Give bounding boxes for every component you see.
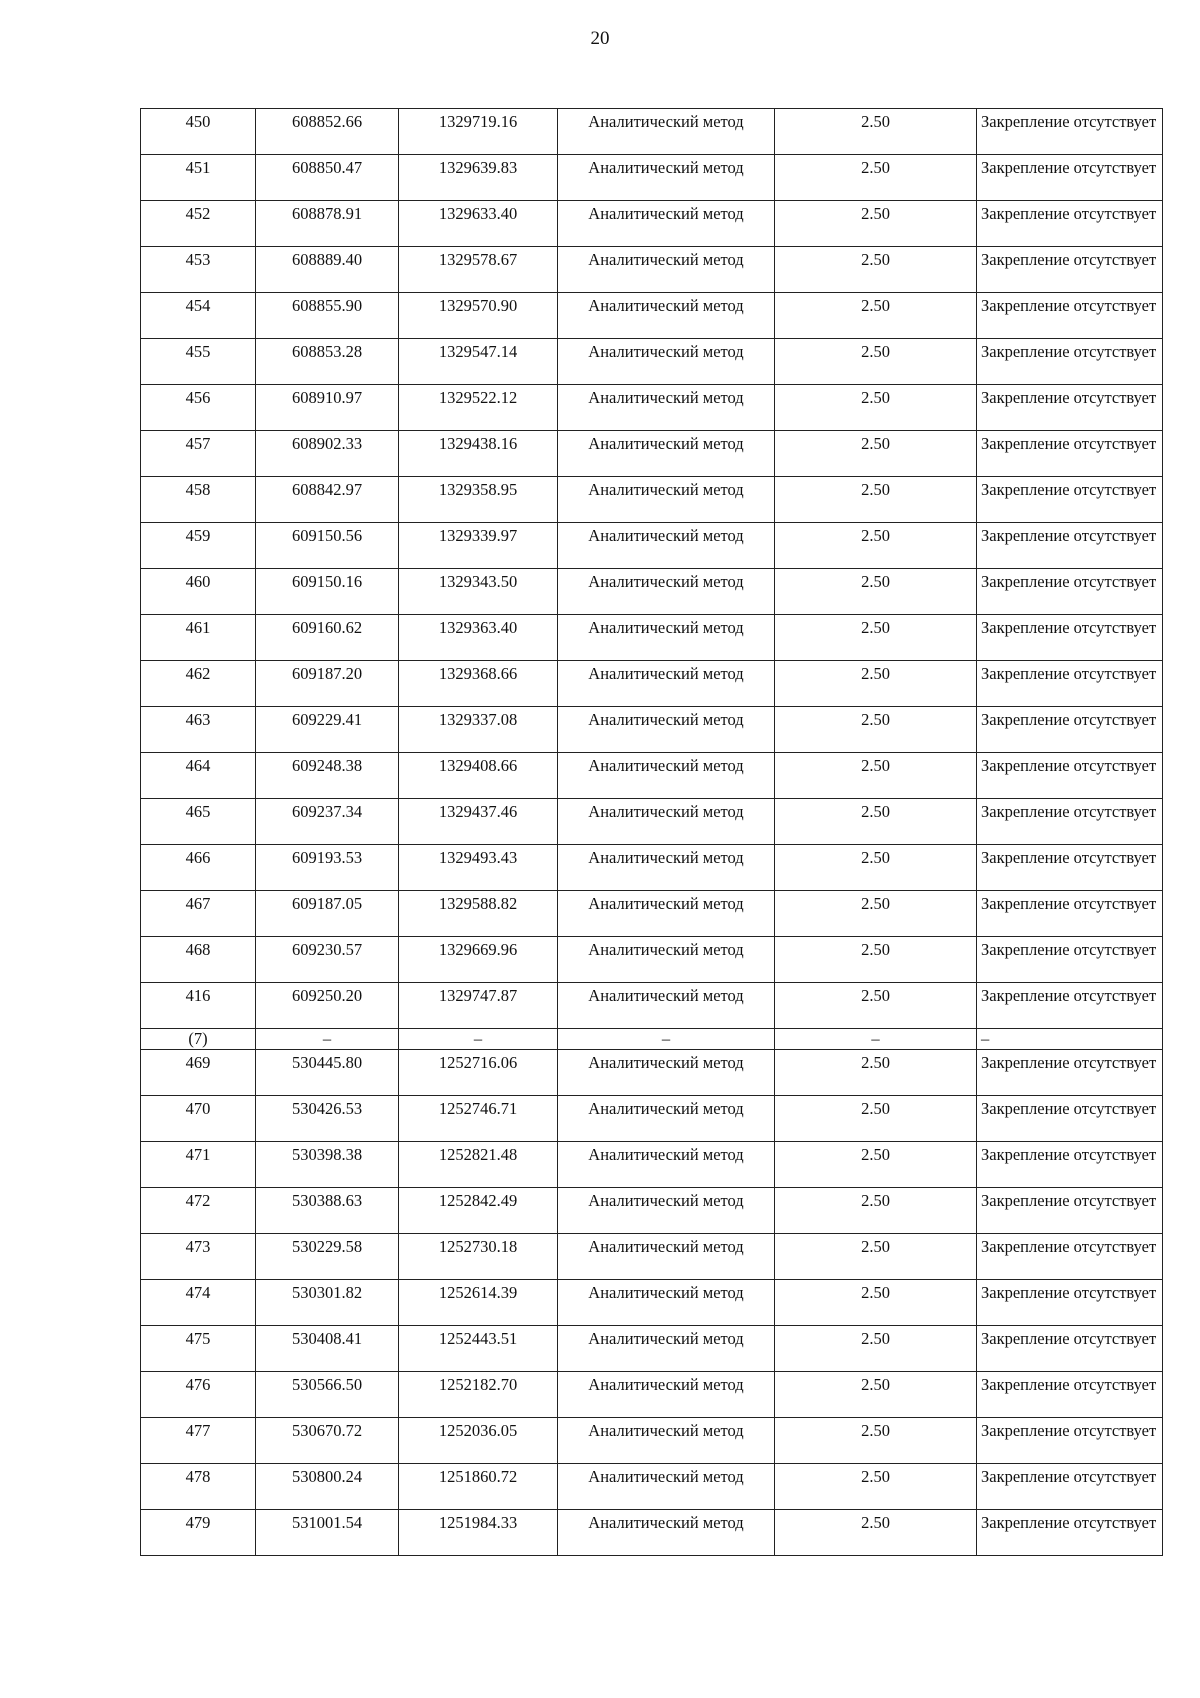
table-row [141, 569, 1163, 615]
point-number-cell: 450 [141, 109, 256, 155]
point-number-cell: 463 [141, 707, 256, 753]
accuracy-cell: 2.50 [775, 661, 977, 707]
table-row [141, 1418, 1163, 1464]
point-number-cell: 470 [141, 1096, 256, 1142]
method-cell: Аналитический метод [558, 431, 775, 477]
coord-x-cell: 530398.38 [256, 1142, 399, 1188]
accuracy-cell: 2.50 [775, 799, 977, 845]
coord-x-cell: 608842.97 [256, 477, 399, 523]
coord-y-cell: 1252614.39 [399, 1280, 558, 1326]
point-number-cell: (7) [141, 1029, 256, 1050]
method-cell: Аналитический метод [558, 1326, 775, 1372]
accuracy-cell: 2.50 [775, 615, 977, 661]
coord-x-cell: 530388.63 [256, 1188, 399, 1234]
coord-y-cell: 1329363.40 [399, 615, 558, 661]
coord-y-cell: 1329408.66 [399, 753, 558, 799]
fixing-cell: Закрепление отсутствует [977, 707, 1163, 753]
accuracy-cell: 2.50 [775, 293, 977, 339]
fixing-cell: Закрепление отсутствует [977, 753, 1163, 799]
method-cell: Аналитический метод [558, 523, 775, 569]
point-number-cell: 460 [141, 569, 256, 615]
coord-y-cell: 1252443.51 [399, 1326, 558, 1372]
method-cell: Аналитический метод [558, 385, 775, 431]
coord-x-cell: – [256, 1029, 399, 1050]
point-number-cell: 475 [141, 1326, 256, 1372]
method-cell: Аналитический метод [558, 1188, 775, 1234]
accuracy-cell: 2.50 [775, 431, 977, 477]
method-cell: Аналитический метод [558, 569, 775, 615]
coord-x-cell: 608902.33 [256, 431, 399, 477]
coord-y-cell: 1329547.14 [399, 339, 558, 385]
accuracy-cell: 2.50 [775, 753, 977, 799]
fixing-cell: Закрепление отсутствует [977, 569, 1163, 615]
fixing-cell: Закрепление отсутствует [977, 109, 1163, 155]
accuracy-cell: 2.50 [775, 1280, 977, 1326]
point-number-cell: 458 [141, 477, 256, 523]
table-row [141, 339, 1163, 385]
point-number-cell: 479 [141, 1510, 256, 1556]
accuracy-cell: – [775, 1029, 977, 1050]
method-cell: Аналитический метод [558, 615, 775, 661]
table-row [141, 1050, 1163, 1096]
coord-x-cell: 608855.90 [256, 293, 399, 339]
method-cell: Аналитический метод [558, 937, 775, 983]
table-row [141, 1372, 1163, 1418]
fixing-cell: Закрепление отсутствует [977, 1464, 1163, 1510]
fixing-cell: – [977, 1029, 1163, 1050]
accuracy-cell: 2.50 [775, 1464, 977, 1510]
coord-y-cell: 1329343.50 [399, 569, 558, 615]
table-row [141, 523, 1163, 569]
coord-y-cell: 1329358.95 [399, 477, 558, 523]
method-cell: Аналитический метод [558, 845, 775, 891]
coordinates-table [140, 108, 1163, 1556]
point-number-cell: 454 [141, 293, 256, 339]
coord-y-cell: 1252182.70 [399, 1372, 558, 1418]
fixing-cell: Закрепление отсутствует [977, 477, 1163, 523]
accuracy-cell: 2.50 [775, 1510, 977, 1556]
method-cell: Аналитический метод [558, 1050, 775, 1096]
accuracy-cell: 2.50 [775, 1418, 977, 1464]
coord-x-cell: 530301.82 [256, 1280, 399, 1326]
accuracy-cell: 2.50 [775, 247, 977, 293]
page-number: 20 [590, 28, 610, 49]
accuracy-cell: 2.50 [775, 937, 977, 983]
method-cell: Аналитический метод [558, 1234, 775, 1280]
coord-y-cell: 1329437.46 [399, 799, 558, 845]
coord-x-cell: 608853.28 [256, 339, 399, 385]
coord-x-cell: 609150.16 [256, 569, 399, 615]
point-number-cell: 452 [141, 201, 256, 247]
point-number-cell: 453 [141, 247, 256, 293]
accuracy-cell: 2.50 [775, 477, 977, 523]
table-row [141, 109, 1163, 155]
method-cell: Аналитический метод [558, 1280, 775, 1326]
coord-x-cell: 530426.53 [256, 1096, 399, 1142]
point-number-cell: 459 [141, 523, 256, 569]
fixing-cell: Закрепление отсутствует [977, 845, 1163, 891]
coord-y-cell: – [399, 1029, 558, 1050]
accuracy-cell: 2.50 [775, 1050, 977, 1096]
coord-x-cell: 609230.57 [256, 937, 399, 983]
point-number-cell: 471 [141, 1142, 256, 1188]
coord-x-cell: 609160.62 [256, 615, 399, 661]
table-row [141, 1280, 1163, 1326]
fixing-cell: Закрепление отсутствует [977, 799, 1163, 845]
coord-x-cell: 608910.97 [256, 385, 399, 431]
method-cell: Аналитический метод [558, 1372, 775, 1418]
point-number-cell: 478 [141, 1464, 256, 1510]
fixing-cell: Закрепление отсутствует [977, 1280, 1163, 1326]
coord-x-cell: 609248.38 [256, 753, 399, 799]
fixing-cell: Закрепление отсутствует [977, 1510, 1163, 1556]
method-cell: Аналитический метод [558, 477, 775, 523]
fixing-cell: Закрепление отсутствует [977, 523, 1163, 569]
table-row [141, 1142, 1163, 1188]
coord-y-cell: 1329438.16 [399, 431, 558, 477]
table-row [141, 1464, 1163, 1510]
coord-y-cell: 1329669.96 [399, 937, 558, 983]
coord-y-cell: 1329578.67 [399, 247, 558, 293]
coord-y-cell: 1329493.43 [399, 845, 558, 891]
table-row [141, 891, 1163, 937]
coord-x-cell: 530408.41 [256, 1326, 399, 1372]
coord-y-cell: 1329522.12 [399, 385, 558, 431]
table-row [141, 1510, 1163, 1556]
accuracy-cell: 2.50 [775, 1326, 977, 1372]
table-row [141, 1234, 1163, 1280]
method-cell: Аналитический метод [558, 1142, 775, 1188]
coord-x-cell: 609229.41 [256, 707, 399, 753]
coord-y-cell: 1252716.06 [399, 1050, 558, 1096]
accuracy-cell: 2.50 [775, 523, 977, 569]
fixing-cell: Закрепление отсутствует [977, 1234, 1163, 1280]
point-number-cell: 476 [141, 1372, 256, 1418]
point-number-cell: 461 [141, 615, 256, 661]
method-cell: Аналитический метод [558, 983, 775, 1029]
point-number-cell: 451 [141, 155, 256, 201]
table-row [141, 845, 1163, 891]
method-cell: Аналитический метод [558, 707, 775, 753]
table-row [141, 477, 1163, 523]
coord-y-cell: 1329368.66 [399, 661, 558, 707]
accuracy-cell: 2.50 [775, 569, 977, 615]
coord-y-cell: 1252842.49 [399, 1188, 558, 1234]
coord-x-cell: 609150.56 [256, 523, 399, 569]
accuracy-cell: 2.50 [775, 1188, 977, 1234]
table-row [141, 155, 1163, 201]
fixing-cell: Закрепление отсутствует [977, 1188, 1163, 1234]
method-cell: Аналитический метод [558, 109, 775, 155]
point-number-cell: 455 [141, 339, 256, 385]
fixing-cell: Закрепление отсутствует [977, 293, 1163, 339]
coord-y-cell: 1329337.08 [399, 707, 558, 753]
accuracy-cell: 2.50 [775, 1372, 977, 1418]
method-cell: Аналитический метод [558, 1464, 775, 1510]
accuracy-cell: 2.50 [775, 707, 977, 753]
coord-x-cell: 530229.58 [256, 1234, 399, 1280]
table-row [141, 799, 1163, 845]
point-number-cell: 457 [141, 431, 256, 477]
coord-y-cell: 1329339.97 [399, 523, 558, 569]
fixing-cell: Закрепление отсутствует [977, 983, 1163, 1029]
table-row [141, 707, 1163, 753]
coord-y-cell: 1252036.05 [399, 1418, 558, 1464]
fixing-cell: Закрепление отсутствует [977, 1050, 1163, 1096]
point-number-cell: 468 [141, 937, 256, 983]
accuracy-cell: 2.50 [775, 339, 977, 385]
accuracy-cell: 2.50 [775, 109, 977, 155]
table-row [141, 293, 1163, 339]
table-row [141, 201, 1163, 247]
method-cell: Аналитический метод [558, 1510, 775, 1556]
accuracy-cell: 2.50 [775, 155, 977, 201]
fixing-cell: Закрепление отсутствует [977, 247, 1163, 293]
table-row [141, 615, 1163, 661]
fixing-cell: Закрепление отсутствует [977, 937, 1163, 983]
coord-x-cell: 531001.54 [256, 1510, 399, 1556]
point-number-cell: 472 [141, 1188, 256, 1234]
coord-x-cell: 530566.50 [256, 1372, 399, 1418]
fixing-cell: Закрепление отсутствует [977, 1326, 1163, 1372]
accuracy-cell: 2.50 [775, 201, 977, 247]
fixing-cell: Закрепление отсутствует [977, 1372, 1163, 1418]
point-number-cell: 467 [141, 891, 256, 937]
coord-x-cell: 608878.91 [256, 201, 399, 247]
coord-y-cell: 1329747.87 [399, 983, 558, 1029]
point-number-cell: 466 [141, 845, 256, 891]
table-row [141, 431, 1163, 477]
coord-x-cell: 608889.40 [256, 247, 399, 293]
fixing-cell: Закрепление отсутствует [977, 385, 1163, 431]
fixing-cell: Закрепление отсутствует [977, 615, 1163, 661]
method-cell: Аналитический метод [558, 661, 775, 707]
fixing-cell: Закрепление отсутствует [977, 339, 1163, 385]
fixing-cell: Закрепление отсутствует [977, 155, 1163, 201]
coord-y-cell: 1252746.71 [399, 1096, 558, 1142]
fixing-cell: Закрепление отсутствует [977, 1418, 1163, 1464]
table-row [141, 1326, 1163, 1372]
method-cell: Аналитический метод [558, 155, 775, 201]
coord-y-cell: 1329570.90 [399, 293, 558, 339]
accuracy-cell: 2.50 [775, 1234, 977, 1280]
method-cell: Аналитический метод [558, 293, 775, 339]
coord-x-cell: 609193.53 [256, 845, 399, 891]
coord-x-cell: 609250.20 [256, 983, 399, 1029]
method-cell: Аналитический метод [558, 1418, 775, 1464]
coord-x-cell: 609237.34 [256, 799, 399, 845]
contour-separator-row [141, 1029, 1163, 1050]
method-cell: – [558, 1029, 775, 1050]
coord-x-cell: 608850.47 [256, 155, 399, 201]
fixing-cell: Закрепление отсутствует [977, 1096, 1163, 1142]
table-row [141, 937, 1163, 983]
table-row [141, 385, 1163, 431]
accuracy-cell: 2.50 [775, 1096, 977, 1142]
table-row [141, 983, 1163, 1029]
coord-y-cell: 1251984.33 [399, 1510, 558, 1556]
fixing-cell: Закрепление отсутствует [977, 201, 1163, 247]
coord-y-cell: 1329639.83 [399, 155, 558, 201]
coord-y-cell: 1329719.16 [399, 109, 558, 155]
method-cell: Аналитический метод [558, 753, 775, 799]
table-row [141, 753, 1163, 799]
accuracy-cell: 2.50 [775, 385, 977, 431]
point-number-cell: 469 [141, 1050, 256, 1096]
accuracy-cell: 2.50 [775, 845, 977, 891]
coord-x-cell: 609187.20 [256, 661, 399, 707]
point-number-cell: 473 [141, 1234, 256, 1280]
method-cell: Аналитический метод [558, 339, 775, 385]
coordinates-table-body [141, 109, 1163, 1556]
method-cell: Аналитический метод [558, 1096, 775, 1142]
accuracy-cell: 2.50 [775, 891, 977, 937]
point-number-cell: 456 [141, 385, 256, 431]
point-number-cell: 477 [141, 1418, 256, 1464]
coord-y-cell: 1252730.18 [399, 1234, 558, 1280]
fixing-cell: Закрепление отсутствует [977, 891, 1163, 937]
coord-x-cell: 609187.05 [256, 891, 399, 937]
coord-x-cell: 530800.24 [256, 1464, 399, 1510]
coord-x-cell: 608852.66 [256, 109, 399, 155]
accuracy-cell: 2.50 [775, 1142, 977, 1188]
table-row [141, 1096, 1163, 1142]
point-number-cell: 474 [141, 1280, 256, 1326]
coord-x-cell: 530670.72 [256, 1418, 399, 1464]
table-row [141, 661, 1163, 707]
coord-x-cell: 530445.80 [256, 1050, 399, 1096]
accuracy-cell: 2.50 [775, 983, 977, 1029]
coord-y-cell: 1252821.48 [399, 1142, 558, 1188]
point-number-cell: 462 [141, 661, 256, 707]
coord-y-cell: 1329633.40 [399, 201, 558, 247]
method-cell: Аналитический метод [558, 201, 775, 247]
point-number-cell: 416 [141, 983, 256, 1029]
fixing-cell: Закрепление отсутствует [977, 661, 1163, 707]
coord-y-cell: 1251860.72 [399, 1464, 558, 1510]
coord-y-cell: 1329588.82 [399, 891, 558, 937]
table-row [141, 1188, 1163, 1234]
method-cell: Аналитический метод [558, 247, 775, 293]
point-number-cell: 465 [141, 799, 256, 845]
point-number-cell: 464 [141, 753, 256, 799]
fixing-cell: Закрепление отсутствует [977, 431, 1163, 477]
fixing-cell: Закрепление отсутствует [977, 1142, 1163, 1188]
method-cell: Аналитический метод [558, 891, 775, 937]
method-cell: Аналитический метод [558, 799, 775, 845]
table-row [141, 247, 1163, 293]
